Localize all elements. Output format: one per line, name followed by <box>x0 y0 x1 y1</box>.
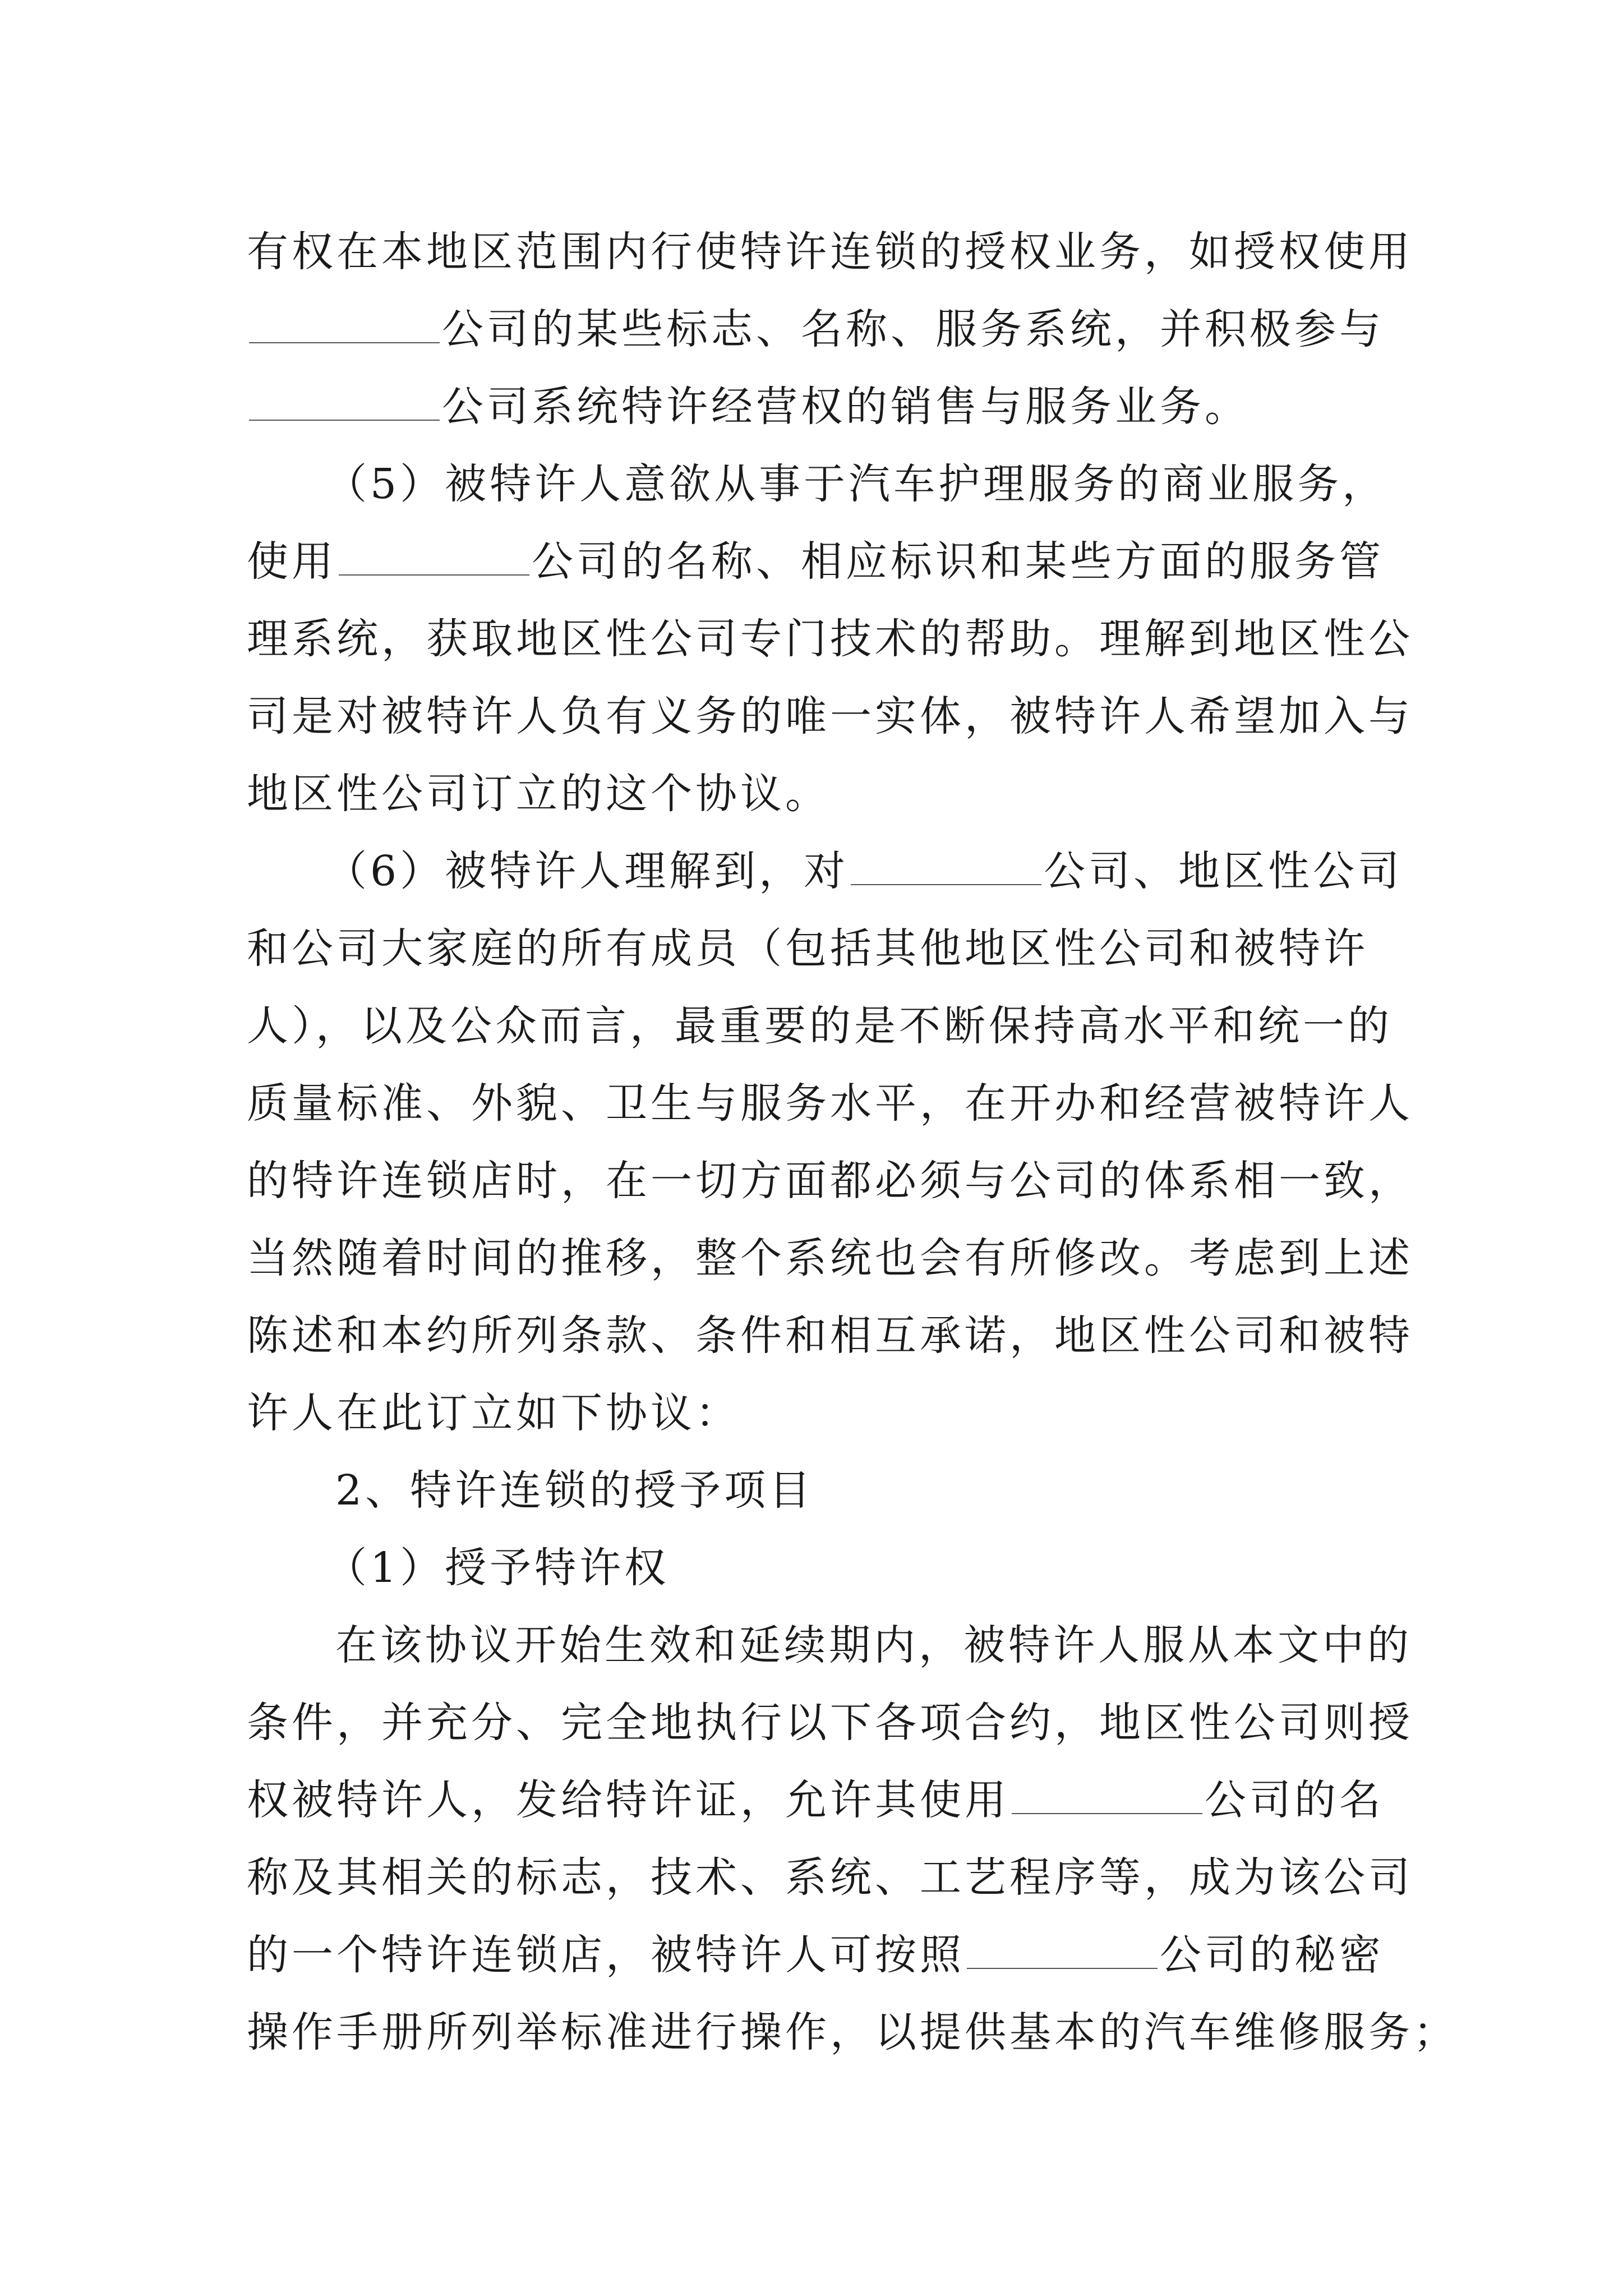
text-line <box>247 1607 1412 1684</box>
text-line <box>247 213 1413 291</box>
text-line <box>247 1065 1413 1142</box>
text-segment: 使用 <box>247 537 336 586</box>
text-line <box>247 600 1413 678</box>
fill-in-blank[interactable] <box>1012 1812 1202 1814</box>
text-segment: （1）授予特许权 <box>325 1544 670 1592</box>
fill-in-blank[interactable] <box>339 574 529 576</box>
text-line <box>247 1297 1413 1374</box>
text-line <box>247 445 1387 523</box>
text-segment: 人），以及公众而言，最重要的是不断保持高水平和统一的 <box>247 1002 1393 1050</box>
text-segment: 陈述和本约所列条款、条件和相互承诺，地区性公司和被特 <box>247 1312 1413 1360</box>
text-line <box>247 1994 1458 2071</box>
text-segment: 有权在本地区范围内行使特许连锁的授权业务，如授权使用 <box>247 228 1413 276</box>
fill-in-blank[interactable] <box>249 342 440 343</box>
text-line <box>247 1839 1413 1916</box>
text-line <box>247 1916 1384 1994</box>
text-segment: 和公司大家庭的所有成员（包括其他地区性公司和被特许 <box>247 924 1368 973</box>
text-line <box>247 832 1403 910</box>
fill-in-blank[interactable] <box>967 1967 1158 1969</box>
text-line <box>247 910 1380 987</box>
text-line <box>247 1142 1413 1220</box>
text-segment: 的一个特许连锁店，被特许人可按照 <box>247 1931 965 1979</box>
text-segment: 公司的名称、相应标识和某些方面的服务管 <box>532 537 1384 586</box>
text-line <box>247 291 1384 368</box>
text-segment: 地区性公司订立的这个协议。 <box>247 770 830 818</box>
text-line <box>247 678 1413 755</box>
text-segment: 权被特许人，发给特许证，允许其使用 <box>247 1776 1009 1824</box>
text-line <box>247 1220 1413 1297</box>
text-segment: 当然随着时间的推移，整个系统也会有所修改。考虑到上述 <box>247 1234 1413 1282</box>
text-segment: （6）被特许人理解到，对 <box>325 847 849 895</box>
text-segment: 公司系统特许经营权的销售与服务业务。 <box>442 383 1249 431</box>
text-segment: 的特许连锁店时，在一切方面都必须与公司的体系相一致， <box>247 1157 1413 1205</box>
text-line <box>247 368 1380 445</box>
text-segment: 条件，并充分、完全地执行以下各项合约，地区性公司则授 <box>247 1699 1413 1747</box>
text-line <box>247 1374 1380 1452</box>
text-segment: 质量标准、外貌、卫生与服务水平，在开办和经营被特许人 <box>247 1079 1413 1128</box>
document-page <box>247 213 1458 2071</box>
text-segment: 司是对被特许人负有义务的唯一实体，被特许人希望加入与 <box>247 692 1413 740</box>
section-heading <box>247 1452 1380 1529</box>
subsection-heading <box>247 1529 1380 1607</box>
text-line <box>247 1684 1413 1761</box>
text-segment: 理系统，获取地区性公司专门技术的帮助。理解到地区性公 <box>247 615 1413 663</box>
text-segment: 称及其相关的标志，技术、系统、工艺程序等，成为该公司 <box>247 1853 1413 1902</box>
text-segment: 公司的名 <box>1205 1776 1384 1824</box>
text-segment: 在该协议开始生效和延续期内，被特许人服从本文中的 <box>335 1621 1412 1669</box>
text-segment: 操作手册所列举标准进行操作，以提供基本的汽车维修服务； <box>247 2008 1458 2056</box>
text-segment: 公司的某些标志、名称、服务系统，并积极参与 <box>442 305 1384 353</box>
text-line <box>247 755 1380 832</box>
fill-in-blank[interactable] <box>249 419 440 421</box>
fill-in-blank[interactable] <box>851 884 1041 885</box>
text-line <box>247 987 1393 1065</box>
text-line <box>247 1761 1384 1839</box>
text-segment: 2、特许连锁的授予项目 <box>335 1466 814 1515</box>
text-segment: （5）被特许人意欲从事于汽车护理服务的商业服务， <box>325 460 1387 508</box>
text-line <box>247 523 1384 600</box>
text-segment: 许人在此订立如下协议： <box>247 1389 740 1437</box>
text-segment: 公司的秘密 <box>1160 1931 1384 1979</box>
text-segment: 公司、地区性公司 <box>1044 847 1403 895</box>
